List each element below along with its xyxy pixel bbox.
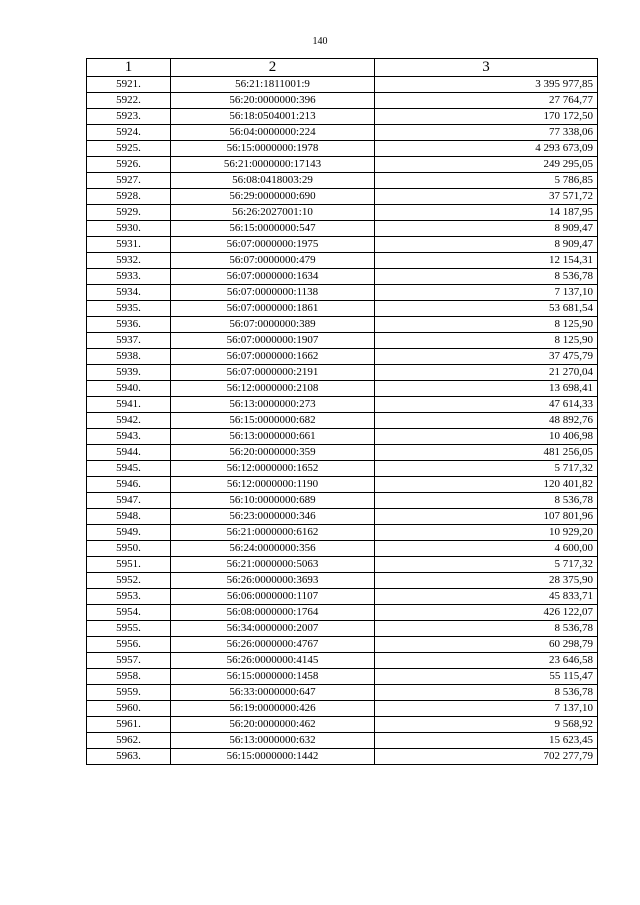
cadastral-value: 8 909,47	[375, 221, 598, 237]
cadastral-number: 56:15:0000000:1458	[171, 669, 375, 685]
cadastral-value: 23 646,58	[375, 653, 598, 669]
cadastral-number: 56:34:0000000:2007	[171, 621, 375, 637]
row-number: 5952.	[87, 573, 171, 589]
table-row	[87, 509, 598, 525]
table-row	[87, 749, 598, 765]
table-row	[87, 141, 598, 157]
cadastral-value: 37 475,79	[375, 349, 598, 365]
table-row	[87, 397, 598, 413]
table-row	[87, 93, 598, 109]
table-row	[87, 285, 598, 301]
cadastral-value: 37 571,72	[375, 189, 598, 205]
cadastral-value: 9 568,92	[375, 717, 598, 733]
cadastral-value: 14 187,95	[375, 205, 598, 221]
row-number: 5924.	[87, 125, 171, 141]
row-number: 5947.	[87, 493, 171, 509]
table-row	[87, 541, 598, 557]
cadastral-number: 56:26:2027001:10	[171, 205, 375, 221]
cadastral-number: 56:29:0000000:690	[171, 189, 375, 205]
row-number: 5958.	[87, 669, 171, 685]
row-number: 5943.	[87, 429, 171, 445]
row-number: 5930.	[87, 221, 171, 237]
cadastral-number: 56:26:0000000:4767	[171, 637, 375, 653]
row-number: 5926.	[87, 157, 171, 173]
cadastral-number: 56:26:0000000:3693	[171, 573, 375, 589]
cadastral-value: 4 600,00	[375, 541, 598, 557]
table-row	[87, 301, 598, 317]
cadastral-number: 56:15:0000000:1442	[171, 749, 375, 765]
table-row	[87, 605, 598, 621]
table-row	[87, 445, 598, 461]
row-number: 5950.	[87, 541, 171, 557]
cadastral-number: 56:18:0504001:213	[171, 109, 375, 125]
table-row	[87, 557, 598, 573]
row-number: 5936.	[87, 317, 171, 333]
row-number: 5935.	[87, 301, 171, 317]
table-row	[87, 237, 598, 253]
row-number: 5960.	[87, 701, 171, 717]
cadastral-value: 13 698,41	[375, 381, 598, 397]
table-row	[87, 173, 598, 189]
table-row	[87, 205, 598, 221]
table-row	[87, 733, 598, 749]
cadastral-number: 56:20:0000000:396	[171, 93, 375, 109]
table-row	[87, 493, 598, 509]
table-row	[87, 109, 598, 125]
cadastral-value: 8 125,90	[375, 317, 598, 333]
cadastral-number: 56:07:0000000:1662	[171, 349, 375, 365]
cadastral-number: 56:20:0000000:359	[171, 445, 375, 461]
table-row	[87, 653, 598, 669]
row-number: 5940.	[87, 381, 171, 397]
table-row	[87, 77, 598, 93]
cadastral-value: 8 536,78	[375, 621, 598, 637]
column-header-2: 2	[171, 59, 375, 77]
cadastral-value: 10 406,98	[375, 429, 598, 445]
cadastral-number: 56:07:0000000:1634	[171, 269, 375, 285]
cadastral-value: 47 614,33	[375, 397, 598, 413]
row-number: 5945.	[87, 461, 171, 477]
cadastral-number: 56:07:0000000:2191	[171, 365, 375, 381]
cadastral-value: 12 154,31	[375, 253, 598, 269]
table-row	[87, 413, 598, 429]
table-row	[87, 269, 598, 285]
cadastral-number: 56:21:0000000:6162	[171, 525, 375, 541]
table-row	[87, 365, 598, 381]
column-header-1: 1	[87, 59, 171, 77]
cadastral-value: 4 293 673,09	[375, 141, 598, 157]
cadastral-number: 56:26:0000000:4145	[171, 653, 375, 669]
cadastral-number: 56:07:0000000:479	[171, 253, 375, 269]
row-number: 5925.	[87, 141, 171, 157]
table-row	[87, 573, 598, 589]
cadastral-value: 15 623,45	[375, 733, 598, 749]
cadastral-value: 77 338,06	[375, 125, 598, 141]
cadastral-number: 56:06:0000000:1107	[171, 589, 375, 605]
page-number: 140	[312, 36, 328, 47]
row-number: 5948.	[87, 509, 171, 525]
row-number: 5923.	[87, 109, 171, 125]
row-number: 5942.	[87, 413, 171, 429]
cadastral-value: 170 172,50	[375, 109, 598, 125]
row-number: 5938.	[87, 349, 171, 365]
table-row	[87, 125, 598, 141]
row-number: 5927.	[87, 173, 171, 189]
cadastral-number: 56:13:0000000:632	[171, 733, 375, 749]
cadastral-value: 53 681,54	[375, 301, 598, 317]
cadastral-number: 56:13:0000000:273	[171, 397, 375, 413]
row-number: 5962.	[87, 733, 171, 749]
cadastral-number: 56:21:0000000:5063	[171, 557, 375, 573]
cadastral-number: 56:15:0000000:1978	[171, 141, 375, 157]
row-number: 5939.	[87, 365, 171, 381]
row-number: 5931.	[87, 237, 171, 253]
row-number: 5959.	[87, 685, 171, 701]
cadastral-value: 7 137,10	[375, 285, 598, 301]
row-number: 5933.	[87, 269, 171, 285]
cadastral-number: 56:07:0000000:1138	[171, 285, 375, 301]
cadastral-number: 56:07:0000000:1907	[171, 333, 375, 349]
table-row	[87, 461, 598, 477]
cadastral-value: 426 122,07	[375, 605, 598, 621]
cadastral-value: 28 375,90	[375, 573, 598, 589]
cadastral-number: 56:21:0000000:17143	[171, 157, 375, 173]
cadastral-value: 10 929,20	[375, 525, 598, 541]
cadastral-value: 702 277,79	[375, 749, 598, 765]
cadastral-value: 107 801,96	[375, 509, 598, 525]
cadastral-number: 56:08:0418003:29	[171, 173, 375, 189]
cadastral-value: 120 401,82	[375, 477, 598, 493]
cadastral-number: 56:19:0000000:426	[171, 701, 375, 717]
cadastral-value: 60 298,79	[375, 637, 598, 653]
row-number: 5956.	[87, 637, 171, 653]
cadastral-value: 8 536,78	[375, 493, 598, 509]
cadastral-number: 56:12:0000000:1190	[171, 477, 375, 493]
cadastral-value: 5 786,85	[375, 173, 598, 189]
cadastral-value: 3 395 977,85	[375, 77, 598, 93]
row-number: 5957.	[87, 653, 171, 669]
row-number: 5944.	[87, 445, 171, 461]
table-row	[87, 621, 598, 637]
row-number: 5932.	[87, 253, 171, 269]
cadastral-number: 56:04:0000000:224	[171, 125, 375, 141]
cadastral-value: 21 270,04	[375, 365, 598, 381]
cadastral-number: 56:13:0000000:661	[171, 429, 375, 445]
table-row	[87, 701, 598, 717]
cadastral-number: 56:07:0000000:1975	[171, 237, 375, 253]
table-row	[87, 221, 598, 237]
table-row	[87, 189, 598, 205]
row-number: 5953.	[87, 589, 171, 605]
table-row	[87, 253, 598, 269]
cadastral-value: 8 536,78	[375, 685, 598, 701]
cadastral-number: 56:20:0000000:462	[171, 717, 375, 733]
cadastral-number: 56:12:0000000:2108	[171, 381, 375, 397]
cadastral-number: 56:24:0000000:356	[171, 541, 375, 557]
cadastral-number: 56:07:0000000:389	[171, 317, 375, 333]
cadastral-number: 56:12:0000000:1652	[171, 461, 375, 477]
table-row	[87, 157, 598, 173]
cadastral-value: 8 909,47	[375, 237, 598, 253]
table-row	[87, 685, 598, 701]
row-number: 5949.	[87, 525, 171, 541]
table-row	[87, 525, 598, 541]
cadastral-number: 56:15:0000000:682	[171, 413, 375, 429]
cadastral-value: 45 833,71	[375, 589, 598, 605]
cadastral-number: 56:23:0000000:346	[171, 509, 375, 525]
cadastral-value: 249 295,05	[375, 157, 598, 173]
table-row	[87, 317, 598, 333]
row-number: 5954.	[87, 605, 171, 621]
row-number: 5961.	[87, 717, 171, 733]
cadastral-value: 48 892,76	[375, 413, 598, 429]
row-number: 5951.	[87, 557, 171, 573]
cadastral-number: 56:15:0000000:547	[171, 221, 375, 237]
cadastral-value: 7 137,10	[375, 701, 598, 717]
cadastral-value-table	[86, 58, 598, 765]
table-row	[87, 349, 598, 365]
row-number: 5921.	[87, 77, 171, 93]
cadastral-number: 56:21:1811001:9	[171, 77, 375, 93]
row-number: 5928.	[87, 189, 171, 205]
column-header-3: 3	[375, 59, 598, 77]
table-row	[87, 669, 598, 685]
row-number: 5955.	[87, 621, 171, 637]
table-row	[87, 717, 598, 733]
row-number: 5963.	[87, 749, 171, 765]
row-number: 5941.	[87, 397, 171, 413]
table-row	[87, 429, 598, 445]
row-number: 5946.	[87, 477, 171, 493]
table-row	[87, 381, 598, 397]
cadastral-value: 5 717,32	[375, 557, 598, 573]
header-row	[87, 59, 598, 77]
cadastral-value: 481 256,05	[375, 445, 598, 461]
table-row	[87, 589, 598, 605]
cadastral-value: 27 764,77	[375, 93, 598, 109]
cadastral-value: 8 536,78	[375, 269, 598, 285]
row-number: 5934.	[87, 285, 171, 301]
cadastral-value: 8 125,90	[375, 333, 598, 349]
row-number: 5937.	[87, 333, 171, 349]
row-number: 5922.	[87, 93, 171, 109]
cadastral-number: 56:10:0000000:689	[171, 493, 375, 509]
table-row	[87, 333, 598, 349]
row-number: 5929.	[87, 205, 171, 221]
table-row	[87, 477, 598, 493]
cadastral-number: 56:08:0000000:1764	[171, 605, 375, 621]
table-row	[87, 637, 598, 653]
cadastral-number: 56:07:0000000:1861	[171, 301, 375, 317]
cadastral-value: 55 115,47	[375, 669, 598, 685]
cadastral-value: 5 717,32	[375, 461, 598, 477]
cadastral-number: 56:33:0000000:647	[171, 685, 375, 701]
